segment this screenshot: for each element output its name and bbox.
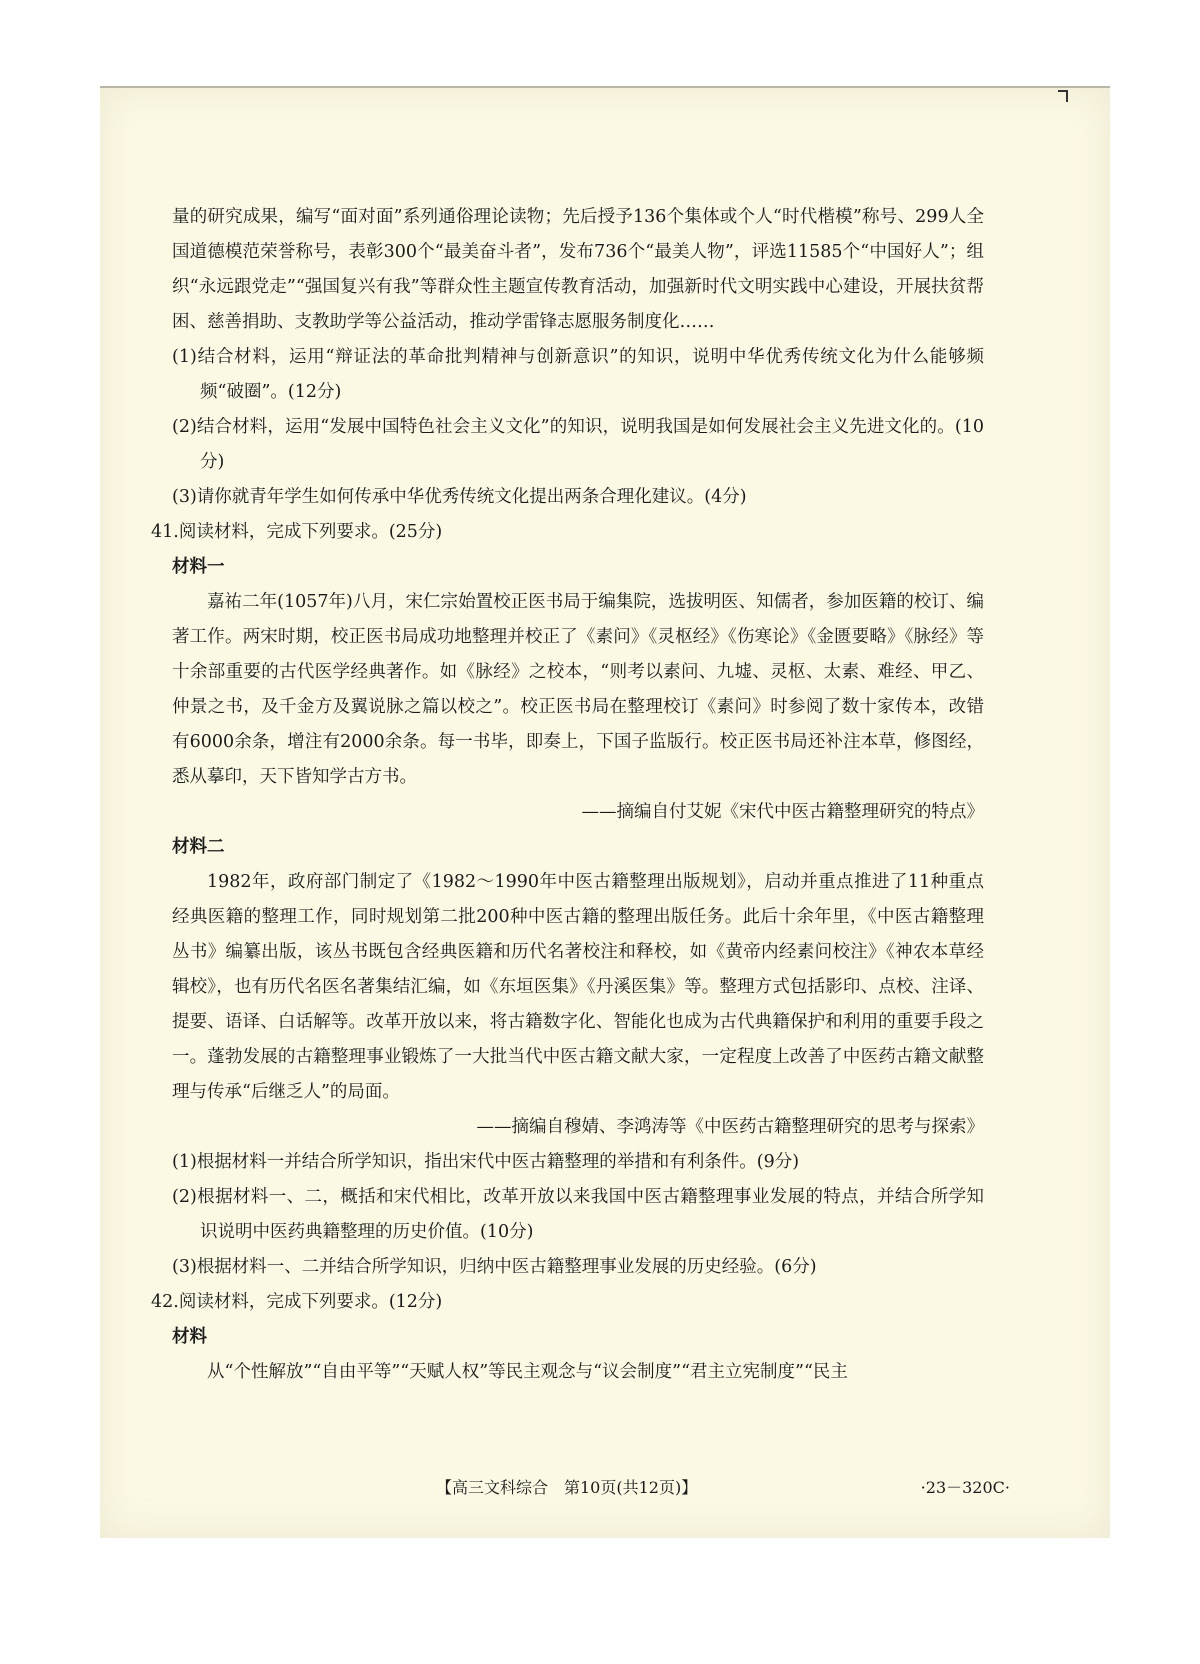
q40-sub2: (2)结合材料，运用“发展中国特色社会主义文化”的知识，说明我国是如何发展社会主义先进文化的。(10分) [172, 417, 984, 472]
q41-material2-label: 材料二 [172, 837, 225, 857]
q41-material2-source: ——摘编自穆婧、李鸿涛等《中医药古籍整理研究的思考与探索》 [476, 1117, 984, 1137]
intro-paragraph: 量的研究成果，编写“面对面”系列通俗理论读物；先后授予136个集体或个人“时代楷模”称号、299人全国道德模范荣誉称号，表彰300个“最美奋斗者”，发布736个“最美人物”，评选11585个“中国好人”；组织“永远跟党走”“强国复兴有我”等群众性主题宣传教育活动，加强新时代文明实践中心建设，开展扶贫帮困、慈善捐助、支教助学等公益活动，推动学雷锋志愿服务制度化…… [172, 207, 984, 332]
q41-sub2: (2)根据材料一、二，概括和宋代相比，改革开放以来我国中医古籍整理事业发展的特点，并结合所学知识说明中医药典籍整理的历史价值。(10分) [172, 1187, 984, 1242]
q42-stem: 42.阅读材料，完成下列要求。(12分) [151, 1292, 443, 1312]
q41-sub3: (3)根据材料一、二并结合所学知识，归纳中医古籍整理事业发展的历史经验。(6分) [172, 1257, 817, 1277]
q41-sub1: (1)根据材料一并结合所学知识，指出宋代中医古籍整理的举措和有利条件。(9分) [172, 1152, 800, 1172]
q42-material-text: 从“个性解放”“自由平等”“天赋人权”等民主观念与“议会制度”“君主立宪制度”“民主 [207, 1362, 848, 1382]
q42-material-label: 材料 [172, 1327, 207, 1347]
q41-material2-text: 1982年，政府部门制定了《1982～1990年中医古籍整理出版规划》，启动并重点推进了11种重点经典医籍的整理工作，同时规划第二批200种中医古籍的整理出版任务。此后十余年里，《中医古籍整理丛书》编纂出版，该丛书既包含经典医籍和历代名著校注和释校，如《黄帝内经素问校注》《神农本草经辑校》，也有历代名医名著集结汇编，如《东垣医集》《丹溪医集》等。整理方式包括影印、点校、注译、提要、语译、白话解等。改革开放以来，将古籍数字化、智能化也成为古代典籍保护和利用的重要手段之一。蓬勃发展的古籍整理事业锻炼了一大批当代中医古籍文献大家，一定程度上改善了中医药古籍文献整理与传承“后继乏人”的局面。 [172, 872, 984, 1102]
footer-page-info: 【高三文科综合 第10页(共12页)】 [436, 1478, 698, 1497]
q41-material1-text: 嘉祐二年(1057年)八月，宋仁宗始置校正医书局于编集院，选拔明医、知儒者，参加医籍的校订、编著工作。两宋时期，校正医书局成功地整理并校正了《素问》《灵枢经》《伤寒论》《金匮要略》《脉经》等十余部重要的古代医学经典著作。如《脉经》之校本，“则考以素问、九墟、灵枢、太素、难经、甲乙、仲景之书，及千金方及翼说脉之篇以校之”。校正医书局在整理校订《素问》时参阅了数十家传本，改错有6000余条，增注有2000余条。每一书毕，即奏上，下国子监版行。校正医书局还补注本草，修图经，悉从摹印，天下皆知学古方书。 [172, 592, 984, 787]
q41-stem: 41.阅读材料，完成下列要求。(25分) [151, 522, 443, 542]
corner-crop-mark [1058, 90, 1068, 102]
footer-exam-code: ·23－320C· [920, 1478, 1010, 1497]
q41-material1-source: ——摘编自付艾妮《宋代中医古籍整理研究的特点》 [581, 802, 984, 822]
q40-sub3: (3)请你就青年学生如何传承中华优秀传统文化提出两条合理化建议。(4分) [172, 487, 747, 507]
page-content [151, 200, 984, 1390]
q41-material1-label: 材料一 [172, 557, 225, 577]
q40-sub1: (1)结合材料，运用“辩证法的革命批判精神与创新意识”的知识，说明中华优秀传统文化为什么能够频频“破圈”。(12分) [172, 347, 984, 402]
